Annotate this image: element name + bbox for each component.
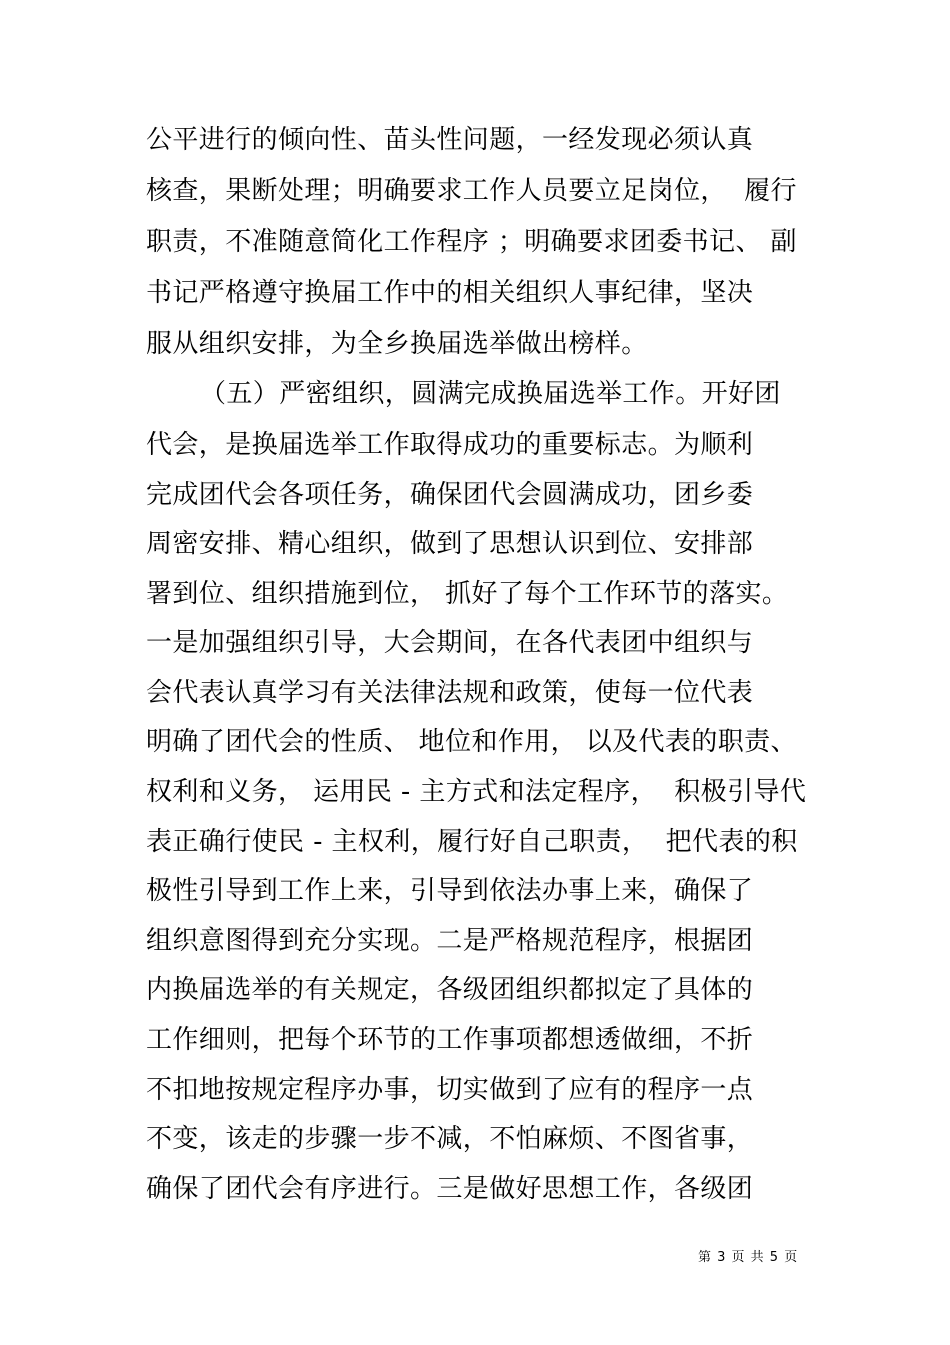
body-text-line: 极性引导到工作上来，引导到依法办事上来，确保了 [146, 876, 754, 906]
body-text-line: 周密安排、精心组织，做到了思想认识到位、安排部 [146, 529, 754, 559]
body-text-line: 代会，是换届选举工作取得成功的重要标志。为顺利 [146, 430, 754, 460]
body-text-line: 会代表认真学习有关法律法规和政策，使每一位代表 [146, 678, 754, 708]
body-text-line: 组织意图得到充分实现。二是严格规范程序，根据团 [146, 926, 754, 956]
body-text-line: 署到位、组织措施到位， 抓好了每个工作环节的落实。 [146, 579, 789, 609]
body-text-line: 不变，该走的步骤一步不减，不怕麻烦、不图省事， [146, 1124, 754, 1154]
body-text-line: 不扣地按规定程序办事，切实做到了应有的程序一点 [146, 1075, 754, 1105]
page-number-footer: 第 3 页 共 5 页 [698, 1250, 799, 1265]
section-heading-line: （五）严密组织，圆满完成换届选举工作。开好团 [200, 379, 781, 409]
body-text-line: 职责，不准随意简化工作程序 ；明确要求团委书记、 副 [146, 227, 797, 257]
body-text-line: 工作细则，把每个环节的工作事项都想透做细，不折 [146, 1025, 754, 1055]
body-text-line: 内换届选举的有关规定，各级团组织都拟定了具体的 [146, 975, 754, 1005]
body-text-line: 服从组织安排，为全乡换届选举做出榜样。 [146, 329, 648, 359]
body-text-line: 确保了团代会有序进行。三是做好思想工作，各级团 [146, 1174, 754, 1204]
body-text-line: 一是加强组织引导，大会期间，在各代表团中组织与 [146, 628, 754, 658]
body-text-line: 书记严格遵守换届工作中的相关组织人事纪律，坚决 [146, 278, 754, 308]
body-text-line: 权利和义务， 运用民 - 主方式和法定程序， 积极引导代 [146, 777, 807, 807]
body-text-line: 明确了团代会的性质、 地位和作用， 以及代表的职责、 [146, 727, 797, 757]
body-text-line: 完成团代会各项任务，确保团代会圆满成功，团乡委 [146, 480, 754, 510]
body-text-line: 核查，果断处理；明确要求工作人员要立足岗位， 履行 [146, 176, 797, 206]
body-text-line: 表正确行使民 - 主权利，履行好自己职责， 把代表的积 [146, 827, 798, 857]
body-text-line: 公平进行的倾向性、苗头性问题，一经发现必须认真 [146, 125, 754, 155]
